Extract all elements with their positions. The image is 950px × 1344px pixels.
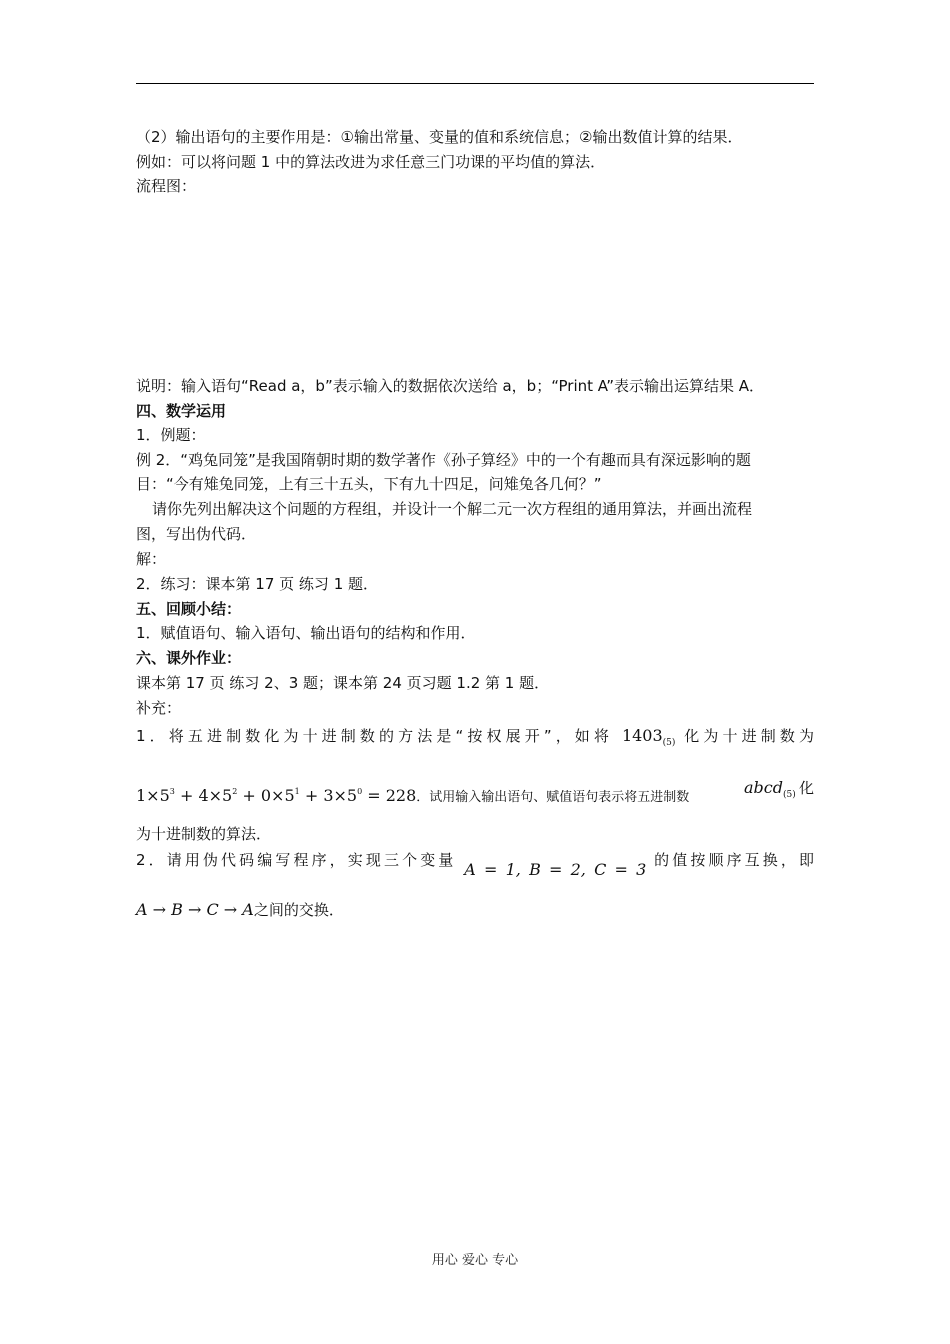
example2-line2: 目：“今有雉兔同笼，上有三十五头，下有九十四足，问雉兔各几何？” bbox=[136, 475, 602, 493]
supp2-line1 bbox=[136, 850, 814, 879]
section4-heading: 四、数学运用 bbox=[136, 402, 227, 420]
flowchart-placeholder bbox=[136, 200, 814, 370]
supp1-line1 bbox=[136, 726, 814, 753]
supp1-text-b: 化为十进制数为 bbox=[684, 727, 814, 745]
section6-heading: 六、课外作业： bbox=[136, 649, 242, 667]
supp1-variable: abcd$_{(5)}$ bbox=[744, 778, 796, 800]
supp2-text-c: 之间的交换． bbox=[253, 901, 344, 919]
supp1-text-a: 1．将五进制数化为十进制数的方法是“按权展开”，如将 bbox=[136, 727, 614, 745]
section4-item1: 1．例题： bbox=[136, 426, 206, 444]
task-line2: 图，写出伪代码． bbox=[136, 525, 257, 543]
supplement-label: 补充： bbox=[136, 699, 182, 717]
supp2-line2 bbox=[136, 900, 344, 920]
practice: 2．练习：课本第 17 页 练习 1 题． bbox=[136, 575, 379, 593]
page-footer: 用心 爱心 专心 bbox=[431, 1253, 519, 1268]
supp2-cycle: A → B → C → A bbox=[136, 900, 254, 919]
example-intro: 例如：可以将问题 1 中的算法改进为求任意三门功课的平均值的算法． bbox=[136, 153, 606, 171]
example2-line1: 例 2．“鸡兔同笼”是我国隋朝时期的数学著作《孙子算经》中的一个有趣而具有深远影响的题 bbox=[136, 451, 751, 469]
section5-item1: 1．赋值语句、输入语句、输出语句的结构和作用． bbox=[136, 624, 476, 642]
supp2-text-b: 的值按顺序互换，即 bbox=[654, 851, 814, 869]
homework: 课本第 17 页 练习 2、3 题；课本第 24 页习题 1.2 第 1 题． bbox=[136, 674, 550, 692]
section5-heading: 五、回顾小结： bbox=[136, 600, 242, 618]
supp1-line2 bbox=[136, 778, 814, 808]
solution-label: 解： bbox=[136, 550, 167, 568]
supp2-text-a: 2．请用伪代码编写程序，实现三个变量 bbox=[136, 851, 457, 869]
header-rule bbox=[136, 83, 814, 84]
supp1-text-d: 化 bbox=[798, 779, 814, 797]
supp1-text-c: ．试用输入输出语句、赋值语句表示将五进制数 bbox=[416, 790, 690, 805]
task-line1: 请你先列出解决这个问题的方程组，并设计一个解二元一次方程组的通用算法，并画出流程 bbox=[152, 500, 753, 518]
explanation: 说明：输入语句“Read a，b”表示输入的数据依次送给 a，b；“Print A”表示输出运算结果 A． bbox=[136, 377, 764, 395]
flowchart-label: 流程图： bbox=[136, 177, 197, 195]
supp1-expression: $1\times 5^3 + 4\times 5^2 + 0\times 5^1 + 3\times 5^0 = 228$ bbox=[136, 786, 417, 805]
supp1-line3: 为十进制数的算法． bbox=[136, 825, 272, 843]
supp2-variables: A = 1, B = 2, C = 3 bbox=[464, 860, 647, 879]
output-note: （2）输出语句的主要作用是：①输出常量、变量的值和系统信息；②输出数值计算的结果． bbox=[136, 128, 743, 146]
supp1-number: $1403_{(5)}$ bbox=[621, 726, 676, 748]
